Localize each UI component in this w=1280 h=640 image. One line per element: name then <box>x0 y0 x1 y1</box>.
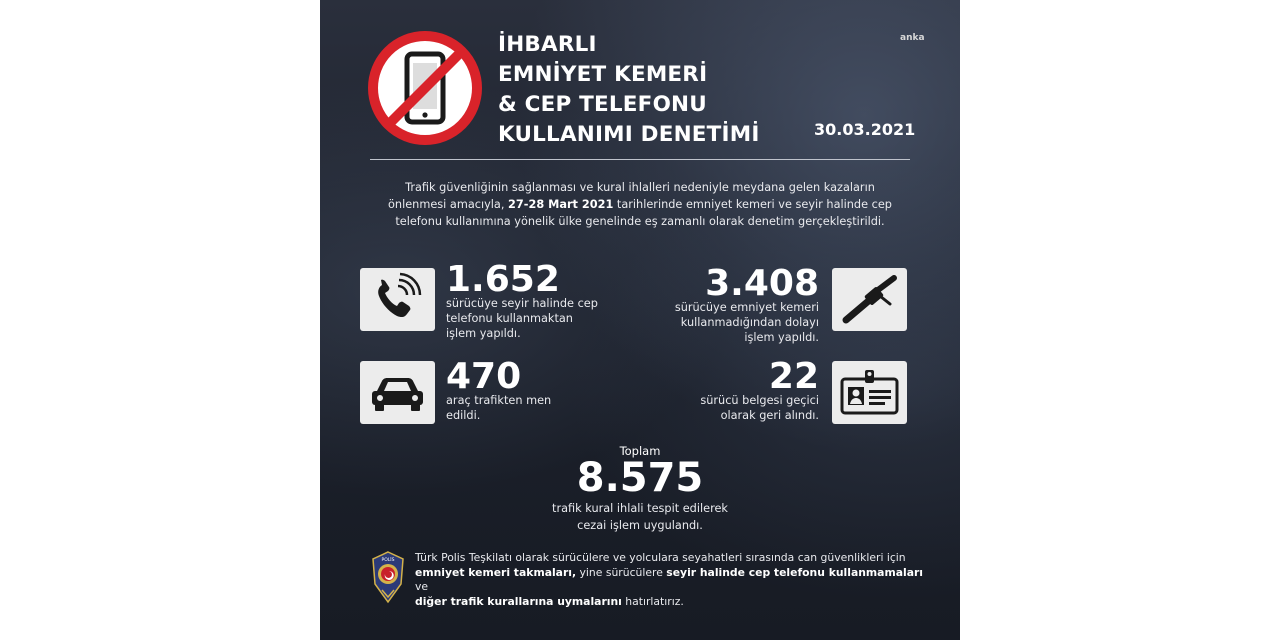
desc-line: cezai işlem uygulandı. <box>577 519 703 532</box>
driver-license-icon <box>832 361 907 424</box>
police-badge-icon <box>370 550 406 604</box>
intro-text: telefonu kullanımına yönelik ülke genelinde eş zamanlı olarak denetim gerçekleştirildi. <box>395 215 885 228</box>
desc-line: telefonu kullanmaktan <box>446 312 573 325</box>
desc-line: işlem yapıldı. <box>446 327 521 340</box>
intro-date-range: 27-28 Mart 2021 <box>508 198 614 211</box>
desc-line: edildi. <box>446 409 481 422</box>
desc-line: sürücüye emniyet kemeri <box>674 301 819 314</box>
footer-emphasis: diğer trafik kurallarına uymalarını <box>415 594 622 608</box>
license-stat-number: 22 <box>768 356 819 397</box>
license-stat-icon-box <box>832 361 907 424</box>
car-icon <box>360 361 435 424</box>
license-stat-description <box>700 393 819 423</box>
total-description <box>320 500 960 534</box>
title-line: EMNİYET KEMERİ <box>498 62 708 87</box>
footer-message <box>415 551 925 609</box>
page-title <box>498 30 818 150</box>
title-line: İHBARLI <box>498 32 597 57</box>
badge-text: POLİS <box>381 558 395 563</box>
desc-line: işlem yapıldı. <box>744 331 819 344</box>
desc-line: kullanmadığından dolayı <box>680 316 819 329</box>
car-stat-description <box>446 393 551 423</box>
footer-text: ve <box>415 580 429 593</box>
seatbelt-stat-icon-box <box>832 268 907 331</box>
intro-paragraph <box>360 179 920 230</box>
phone-stat-icon-box <box>360 268 435 331</box>
footer-text: yine sürücülere <box>576 565 667 579</box>
seatbelt-stat-description <box>675 300 819 345</box>
intro-text: Trafik güvenliğinin sağlanması ve kural ihlalleri nedeniyle meydana gelen kazaların <box>405 181 875 194</box>
infographic-poster <box>320 0 960 640</box>
footer-emphasis: emniyet kemeri takmaları, <box>415 565 577 579</box>
total-label: Toplam <box>619 444 661 458</box>
desc-line: sürücüye seyir halinde cep <box>446 297 598 310</box>
intro-text: tarihlerinde emniyet kemeri ve seyir halinde cep <box>613 198 892 211</box>
no-phone-sign-icon <box>367 30 483 146</box>
footer-text: hatırlatırız. <box>621 594 684 608</box>
car-stat-number: 470 <box>446 356 522 397</box>
desc-line: araç trafikten men <box>446 394 552 407</box>
total-number: 8.575 <box>576 455 704 501</box>
footer-emphasis: seyir halinde cep telefonu kullanmamaları <box>666 565 924 579</box>
phone-calling-icon <box>360 268 435 331</box>
title-line: & CEP TELEFONU <box>498 92 707 117</box>
car-stat-icon-box <box>360 361 435 424</box>
brand-watermark: anka <box>900 33 925 43</box>
desc-line: trafik kural ihlali tespit edilerek <box>552 502 728 515</box>
seatbelt-stat-number: 3.408 <box>705 263 819 304</box>
phone-stat-number: 1.652 <box>446 259 560 300</box>
divider <box>370 159 910 160</box>
desc-line: sürücü belgesi geçici <box>700 394 819 407</box>
seatbelt-icon <box>832 268 907 331</box>
footer-text: Türk Polis Teşkilatı olarak sürücülere ve yolculara seyahatleri sırasında can güvenlikleri için <box>415 551 906 564</box>
desc-line: olarak geri alındı. <box>720 409 819 422</box>
phone-stat-description <box>446 296 598 341</box>
date-label: 30.03.2021 <box>814 120 916 139</box>
intro-text: önlenmesi amacıyla, <box>388 198 509 211</box>
title-line: KULLANIMI DENETİMİ <box>498 122 760 147</box>
